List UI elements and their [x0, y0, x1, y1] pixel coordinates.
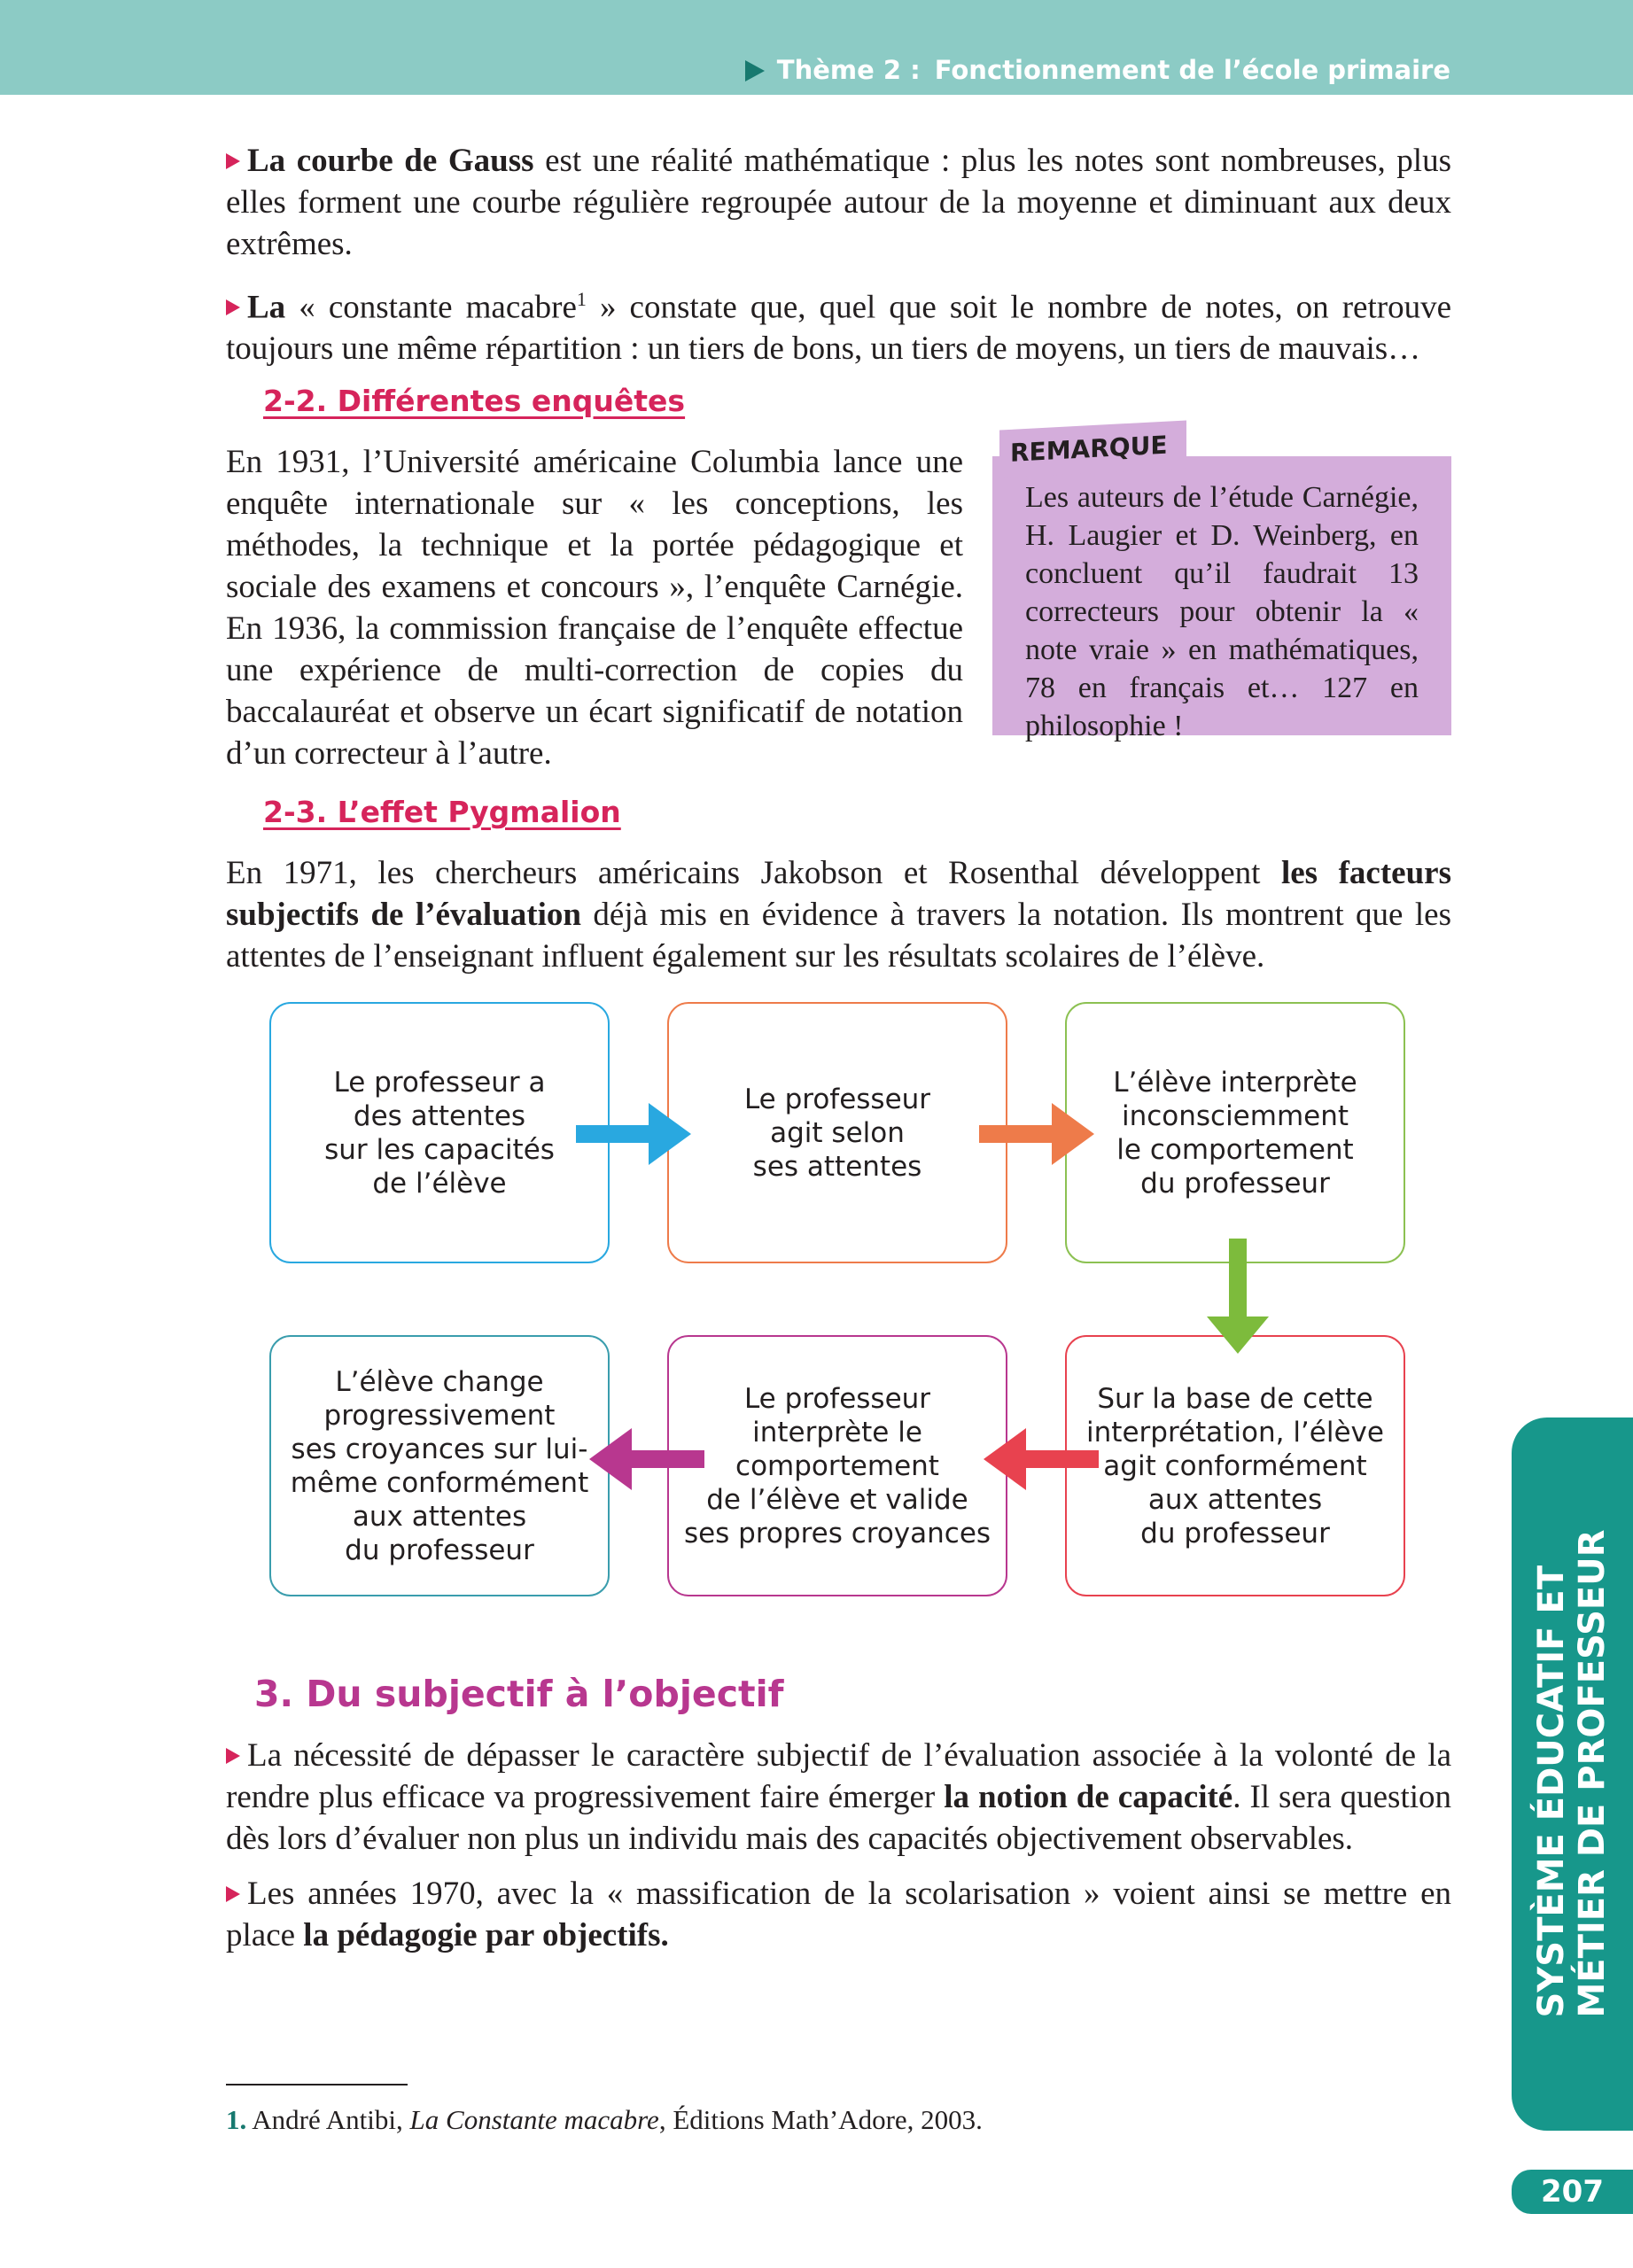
- side-title-line-1: SYSTÈME ÉDUCATIF ET: [1531, 1565, 1572, 2018]
- arrow-right-icon: [576, 1103, 691, 1165]
- cycle-box-1: Le professeur a des attentes sur les capacités de l’élève: [269, 1002, 610, 1263]
- side-title-line-2: MÉTIER DE PROFESSEUR: [1572, 1529, 1613, 2018]
- cycle-box-3: L’élève interprète inconsciemment le comportement du professeur: [1065, 1002, 1405, 1263]
- arrow-right-icon: [979, 1103, 1094, 1165]
- footnote: [226, 2104, 983, 2136]
- bullet-icon: [226, 299, 240, 315]
- section-2-3-title: 2-3. L’effet Pygmalion: [263, 795, 621, 829]
- theme-title: Fonctionnement de l’école primaire: [934, 55, 1450, 85]
- cycle-box-6: L’élève change progressivement ses croyances sur lui- même conformément aux attentes du professeur: [269, 1335, 610, 1596]
- section-2-3-bold: les facteurs subjectifs de l’évaluation: [226, 855, 1451, 933]
- page-number: 207: [1512, 2170, 1633, 2214]
- section-3-paragraph-2: [226, 1873, 1451, 1956]
- chapter-side-title: [1531, 1530, 1613, 2018]
- macabre-text-1: « constante macabre: [285, 289, 577, 326]
- footnote-ref: 1: [576, 288, 587, 310]
- cycle-box-4: Sur la base de cette interprétation, l’élève agit conformément aux attentes du professeur: [1065, 1335, 1405, 1596]
- footnote-author: André Antibi,: [246, 2104, 410, 2135]
- macabre-text-2: » constate que, quel que soit le nombre de notes, on retrouve toujours une même répartition : un tiers de bons, un tiers de moyens, un tiers de mauvais…: [226, 289, 1451, 368]
- section-3-p2-text-1: Les années 1970, avec la « massification de la scolarisation » voient ainsi se mettre en place: [226, 1876, 1451, 1953]
- footnote-divider: [226, 2084, 408, 2085]
- section-2-2-title: 2-2. Différentes enquêtes: [263, 384, 686, 418]
- macabre-bold: La: [247, 289, 286, 326]
- gauss-bold: La courbe de Gauss: [247, 143, 534, 179]
- macabre-paragraph: [226, 278, 1451, 369]
- gauss-paragraph: [226, 140, 1451, 265]
- section-2-3-text-1: En 1971, les chercheurs américains Jakobson et Rosenthal développent: [226, 855, 1281, 891]
- footnote-number: 1.: [226, 2104, 247, 2135]
- section-2-3-text: [226, 852, 1451, 977]
- section-3-title: 3. Du subjectif à l’objectif: [254, 1673, 784, 1715]
- section-3-p1-text-2: . Il sera question dès lors d’évaluer non plus un individu mais des capacités objectivement observables.: [226, 1779, 1451, 1857]
- remarque-text: Les auteurs de l’étude Carnégie, H. Laugier et D. Weinberg, en concluent qu’il faudrait 13 correcteurs pour obtenir la « note vraie » en mathématiques, 78 en français et… 127 en philosophie !: [1025, 481, 1419, 742]
- footnote-book-title: La Constante macabre: [409, 2104, 659, 2135]
- section-3-paragraph-1: [226, 1735, 1451, 1860]
- running-header: [745, 55, 1450, 85]
- section-3-p2-bold: la pédagogie par objectifs.: [303, 1917, 669, 1953]
- gauss-text: est une réalité mathématique : plus les notes sont nombreuses, plus elles forment une courbe régulière regroupée autour de la moyenne et diminuant aux deux extrêmes.: [226, 143, 1451, 262]
- section-2-2-text: En 1931, l’Université américaine Columbia lance une enquête internationale sur « les conceptions, les méthodes, la technique et la portée pédagogique et sociale des examens et concours », l’enquête Carnégie. En 1936, la commission française de l’enquête effectue une expérience de multi-correction de copies du baccalauréat et observe un écart significatif de notation d’un correcteur à l’autre.: [226, 444, 963, 772]
- arrow-left-icon: [984, 1428, 1099, 1490]
- footnote-rest: , Éditions Math’Adore, 2003.: [658, 2104, 983, 2135]
- bullet-icon: [226, 1886, 240, 1902]
- section-3-p1-bold: la notion de capacité: [944, 1779, 1233, 1815]
- cycle-box-5: Le professeur interprète le comportement de l’élève et valide ses propres croyances: [667, 1335, 1007, 1596]
- theme-label: Thème 2 :: [776, 55, 921, 85]
- bullet-icon: [226, 153, 240, 169]
- cycle-box-2: Le professeur agit selon ses attentes: [667, 1002, 1007, 1263]
- remarque-label: REMARQUE: [999, 420, 1186, 478]
- section-2-3-text-2: déjà mis en évidence à travers la notation. Ils montrent que les attentes de l’enseignant influent également sur les résultats scolaires de l’élève.: [226, 897, 1451, 975]
- arrow-down-icon: [1207, 1239, 1269, 1354]
- triangle-icon: [745, 60, 765, 82]
- arrow-left-icon: [589, 1428, 704, 1490]
- bullet-icon: [226, 1748, 240, 1764]
- section-3-p1-text-1: La nécessité de dépasser le caractère subjectif de l’évaluation associée à la volonté de la rendre plus efficace va progressivement faire émerger: [226, 1737, 1451, 1815]
